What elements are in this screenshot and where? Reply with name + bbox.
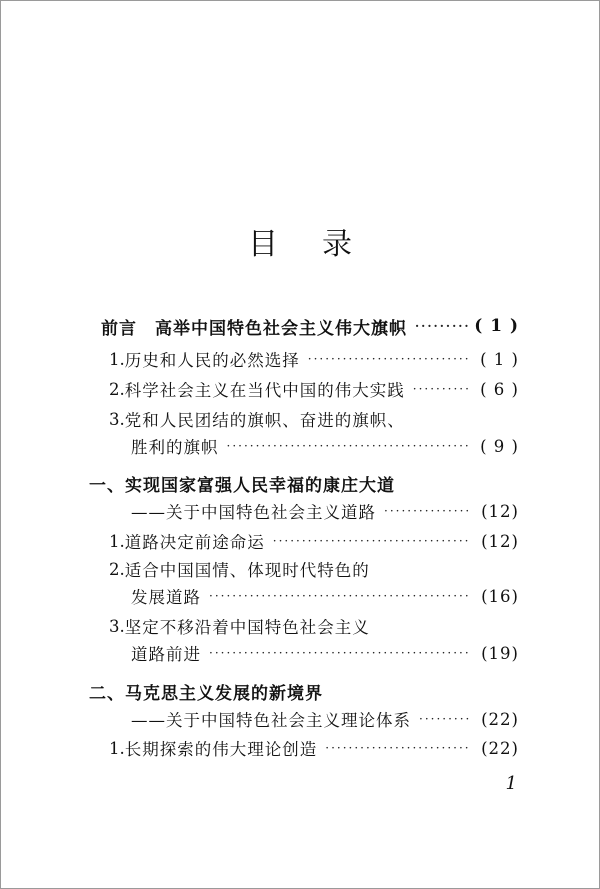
toc-entry-continued[interactable] (131, 583, 519, 609)
leader-dots (325, 741, 469, 755)
toc-entry-continued[interactable] (131, 433, 519, 459)
toc-entry-text: 道路前进 (131, 645, 201, 664)
leader-dots (227, 439, 470, 453)
toc-entry[interactable] (109, 735, 519, 761)
toc-chapter-2[interactable] (89, 678, 519, 704)
toc-entry-text: 前言 高举中国特色社会主义伟大旗帜 (101, 318, 407, 339)
toc-entry-number: 3. (109, 409, 125, 429)
toc-entry[interactable] (109, 406, 519, 432)
toc-entry-number: 1. (109, 531, 125, 551)
toc-entry-continued[interactable] (131, 640, 519, 666)
toc-page-number: (22) (481, 709, 519, 729)
toc-entry-text: 适合中国国情、体现时代特色的 (124, 561, 370, 580)
toc-entry-text: 科学社会主义在当代中国的伟大实践 (124, 381, 405, 400)
toc-entry-number: 1. (109, 738, 125, 758)
toc-entry[interactable] (109, 346, 519, 372)
leader-dots (419, 712, 469, 726)
toc-chapter-1[interactable] (89, 470, 519, 496)
toc-entry[interactable] (109, 613, 519, 639)
toc-page-number: ( 1 ) (480, 349, 519, 369)
leader-dots (413, 382, 469, 396)
toc-page-number: ( 1 ) (474, 316, 519, 336)
toc-page-number: (19) (481, 643, 519, 663)
toc-page-number: (12) (481, 501, 519, 521)
leader-dots (308, 352, 469, 366)
toc-entry-text: 坚定不移沿着中国特色社会主义 (124, 618, 370, 637)
toc-page-number: (12) (481, 531, 519, 551)
leader-dots (209, 589, 469, 603)
toc-entry[interactable] (109, 376, 519, 402)
toc-entry-text: 历史和人民的必然选择 (124, 351, 300, 370)
toc-chapter-subtitle[interactable] (131, 706, 519, 732)
toc-chapter-title: 一、实现国家富强人民幸福的康庄大道 (89, 475, 395, 496)
toc-page-number: ( 9 ) (480, 436, 519, 456)
toc-entry-text: 长期探索的伟大理论创造 (124, 740, 318, 759)
leader-dots (384, 504, 469, 518)
toc-entry[interactable] (109, 556, 519, 582)
toc-page-number: (22) (481, 738, 519, 758)
toc-entry-text: 党和人民团结的旗帜、奋进的旗帜、 (124, 411, 405, 430)
toc-entry-number: 2. (109, 559, 125, 579)
toc-entry-text: 发展道路 (131, 588, 201, 607)
leader-dots (209, 646, 469, 660)
toc-entry-text: 胜利的旗帜 (131, 438, 219, 457)
toc-entry-number: 1. (109, 349, 125, 369)
leader-dots (415, 319, 468, 333)
toc-entry-preface[interactable] (101, 313, 519, 339)
toc-entry-text: 道路决定前途命运 (124, 533, 265, 552)
toc-entry-number: 2. (109, 379, 125, 399)
toc-title: 目录 (248, 227, 396, 262)
toc-page-number: ( 6 ) (480, 379, 519, 399)
toc-page-number: (16) (481, 586, 519, 606)
folio-page-number: 1 (505, 773, 517, 794)
toc-chapter-subtitle[interactable] (131, 498, 519, 524)
toc-chapter-subtitle-text: ——关于中国特色社会主义道路 (131, 503, 376, 522)
toc-chapter-subtitle-text: ——关于中国特色社会主义理论体系 (131, 711, 411, 730)
toc-chapter-title: 二、马克思主义发展的新境界 (89, 683, 323, 704)
toc-entry[interactable] (109, 528, 519, 554)
leader-dots (273, 534, 469, 548)
table-of-contents (1, 1, 599, 888)
toc-entry-number: 3. (109, 616, 125, 636)
